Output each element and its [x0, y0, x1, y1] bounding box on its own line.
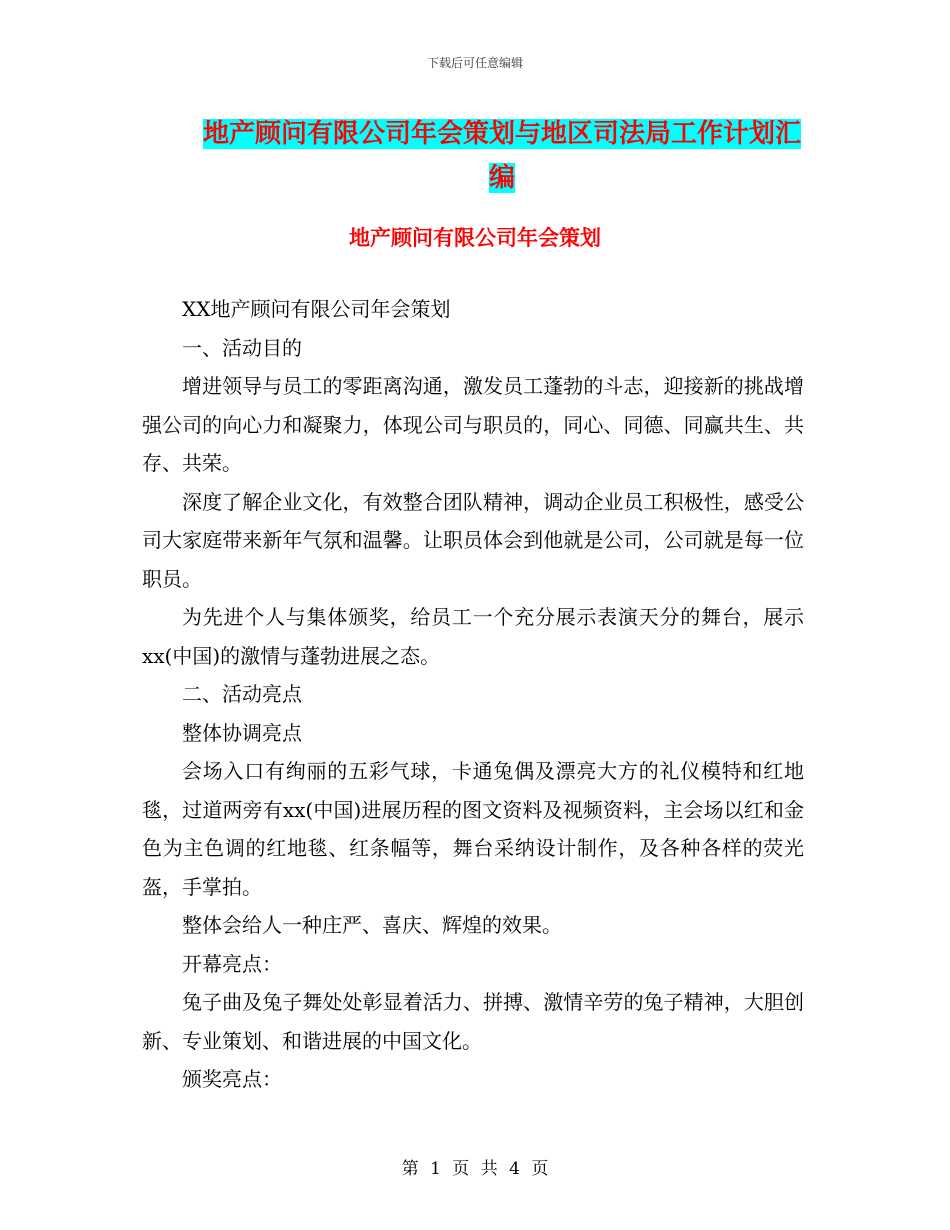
- document-body: [142, 290, 804, 1099]
- paragraph: 兔子曲及兔子舞处处彰显着活力、拼搏、激情辛劳的兔子精神，大胆创新、专业策划、和谐进展的中国文化。: [142, 990, 804, 1053]
- subheading-award-highlights: 颁奖亮点：: [182, 1067, 282, 1091]
- paragraph: 深度了解企业文化，有效整合团队精神，调动企业员工积极性，感受公司大家庭带来新年气氛和温馨。让职员体会到他就是公司，公司就是每一位职员。: [142, 489, 804, 591]
- paragraph: 为先进个人与集体颁奖，给员工一个充分展示表演天分的舞台，展示xx(中国)的激情与蓬勃进展之态。: [142, 605, 804, 668]
- paragraph: 会场入口有绚丽的五彩气球，卡通兔偶及漂亮大方的礼仪模特和红地毯，过道两旁有xx(中国)进展历程的图文资料及视频资料，主会场以红和金色为主色调的红地毯、红条幅等，舞台采纳设计制作，及各种各样的荧光盔，手掌拍。: [142, 759, 804, 899]
- document-title: [192, 112, 812, 200]
- header-note: 下载后可任意编辑: [426, 56, 523, 70]
- paragraph-company-title: XX地产顾问有限公司年会策划: [182, 297, 451, 321]
- page-footer: 第 1 页 共 4 页: [401, 1159, 549, 1179]
- subheading-opening-highlights: 开幕亮点：: [182, 951, 282, 976]
- heading-activity-highlights: 二、活动亮点: [182, 682, 302, 706]
- paragraph: 增进领导与员工的零距离沟通，激发员工蓬勃的斗志，迎接新的挑战增强公司的向心力和凝聚力，体现公司与职员的，同心、同德、同赢共生、共存、共荣。: [142, 374, 804, 475]
- subheading-overall-highlights: 整体协调亮点: [182, 720, 302, 745]
- heading-activity-purpose: 一、活动目的: [182, 335, 302, 360]
- document-title-text: 地产顾问有限公司年会策划与地区司法局工作计划汇编: [202, 119, 801, 193]
- section-title: 地产顾问有限公司年会策划: [349, 226, 601, 250]
- paragraph: 整体会给人一种庄严、喜庆、辉煌的效果。: [182, 913, 562, 937]
